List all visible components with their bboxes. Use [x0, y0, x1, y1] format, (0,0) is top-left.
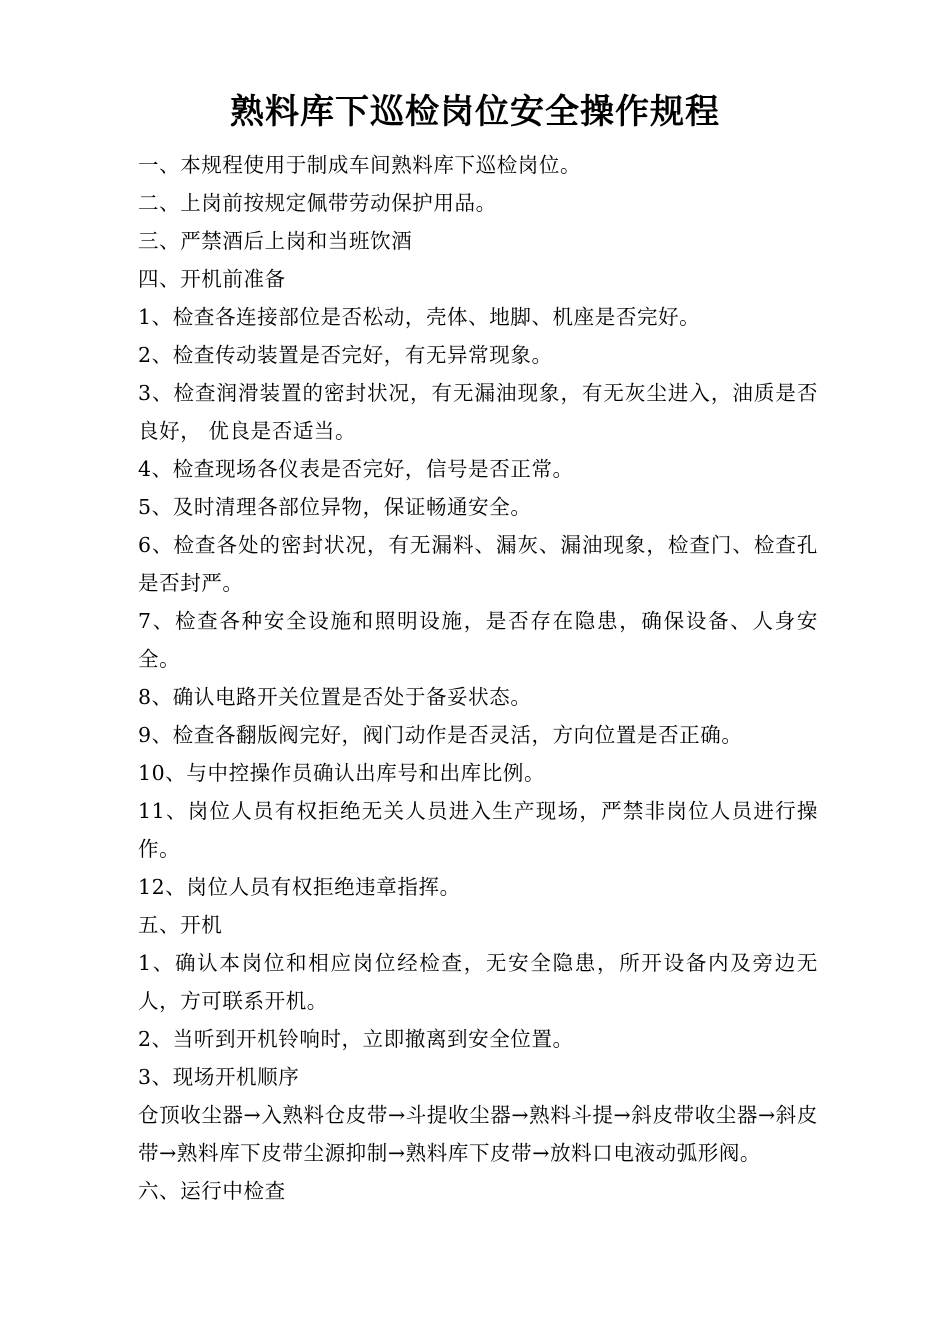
paragraph: 2、当听到开机铃响时，立即撤离到安全位置。 [138, 1027, 574, 1051]
paragraph: 2、检查传动装置是否完好，有无异常现象。 [138, 343, 553, 367]
document-title: 熟料库下巡检岗位安全操作规程 [230, 92, 720, 132]
paragraph: 11、岗位人员有权拒绝无关人员进入生产现场，严禁非岗位人员进行操作。 [138, 799, 818, 861]
paragraph: 5、及时清理各部位异物，保证畅通安全。 [138, 495, 532, 519]
paragraph: 3、检查润滑装置的密封状况，有无漏油现象，有无灰尘进入，油质是否良好， 优良是否适当。 [138, 381, 818, 443]
paragraph: 仓顶收尘器→入熟料仓皮带→斗提收尘器→熟料斗提→斜皮带收尘器→斜皮带→熟料库下皮带尘源抑制→熟料库下皮带→放料口电液动弧形阀。 [138, 1103, 818, 1165]
paragraph: 12、岗位人员有权拒绝违章指挥。 [138, 875, 461, 899]
paragraph: 二、上岗前按规定佩带劳动保护用品。 [138, 191, 497, 215]
section-heading: 六、运行中检查 [138, 1179, 286, 1203]
paragraph: 8、确认电路开关位置是否处于备妥状态。 [138, 685, 532, 709]
paragraph: 7、检查各种安全设施和照明设施，是否存在隐患，确保设备、人身安全。 [138, 609, 818, 671]
paragraph: 三、严禁酒后上岗和当班饮酒 [138, 229, 413, 253]
paragraph: 4、检查现场各仪表是否完好，信号是否正常。 [138, 457, 574, 481]
document-body [138, 146, 818, 1210]
section-heading: 四、开机前准备 [138, 267, 286, 291]
paragraph: 3、现场开机顺序 [138, 1065, 300, 1089]
paragraph: 1、确认本岗位和相应岗位经检查，无安全隐患，所开设备内及旁边无人，方可联系开机。 [138, 951, 818, 1013]
paragraph: 9、检查各翻版阀完好，阀门动作是否灵活，方向位置是否正确。 [138, 723, 743, 747]
paragraph: 6、检查各处的密封状况，有无漏料、漏灰、漏油现象，检查门、检查孔是否封严。 [138, 533, 818, 595]
paragraph: 10、与中控操作员确认出库号和出库比例。 [138, 761, 546, 785]
paragraph: 一、本规程使用于制成车间熟料库下巡检岗位。 [138, 153, 582, 177]
paragraph: 1、检查各连接部位是否松动，壳体、地脚、机座是否完好。 [138, 305, 701, 329]
section-heading: 五、开机 [138, 913, 223, 937]
